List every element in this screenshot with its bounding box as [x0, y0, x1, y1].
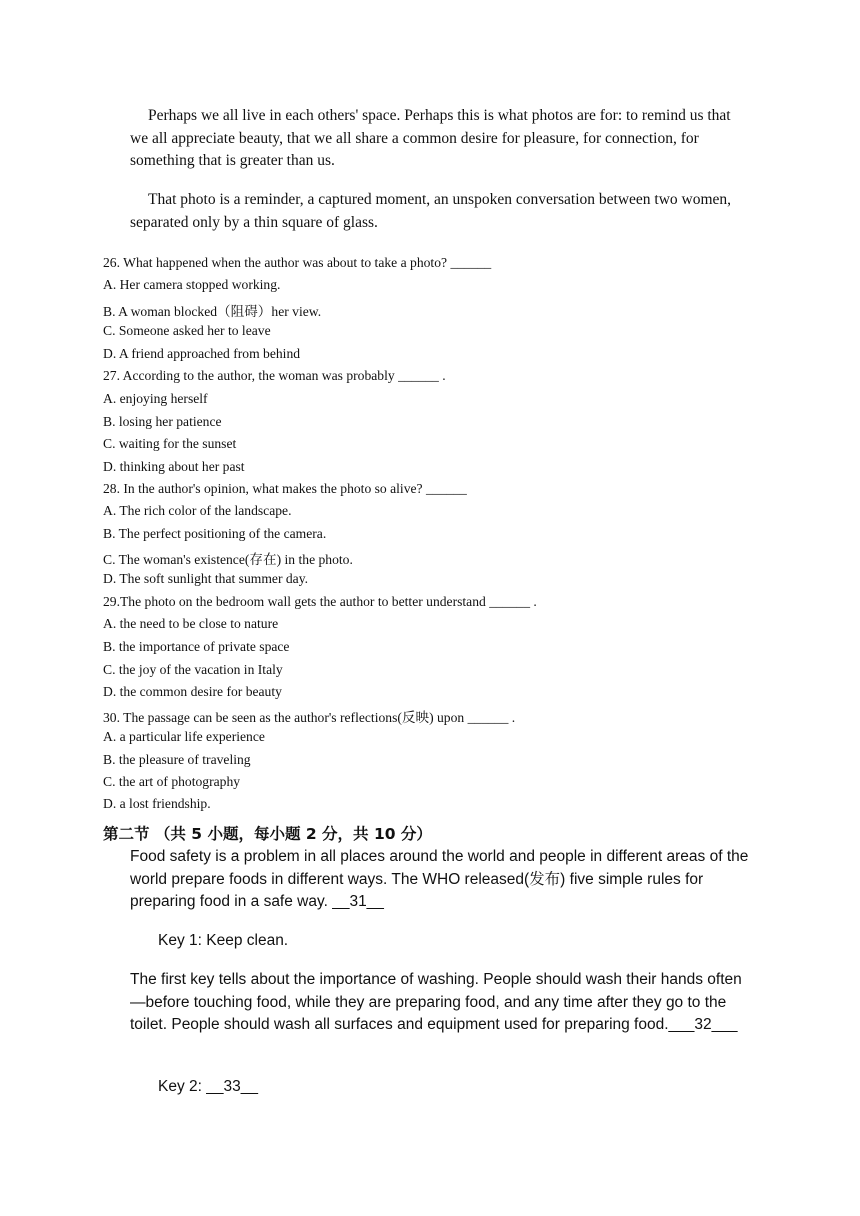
question-30-option-b: B. the pleasure of traveling: [103, 752, 251, 767]
blank-31: __31__: [332, 893, 384, 910]
question-28-option-a: A. The rich color of the landscape.: [103, 503, 292, 518]
question-27-option-d: D. thinking about her past: [103, 459, 245, 474]
question-27-stem: 27. According to the author, the woman was probably ______ .: [103, 368, 446, 383]
question-29-option-c: C. the joy of the vacation in Italy: [103, 662, 283, 677]
question-28-stem: 28. In the author's opinion, what makes the photo so alive? ______: [103, 481, 467, 496]
key-1-paragraph: The first key tells about the importance of washing. People should wash their hands often—before touching food, while they are preparing food, and any time after they go to the toilet. People should wash all surfaces and equipment used for preparing food.___32___: [130, 971, 742, 1033]
question-28-option-b: B. The perfect positioning of the camera.: [103, 526, 327, 541]
question-29-stem: 29.The photo on the bedroom wall gets the author to better understand ______ .: [103, 594, 537, 609]
question-27-option-c: C. waiting for the sunset: [103, 436, 237, 451]
question-28-option-d: D. The soft sunlight that summer day.: [103, 571, 309, 586]
question-30-stem: 30. The passage can be seen as the author's reflections(反映) upon ______ .: [103, 710, 516, 725]
question-27-option-a: A. enjoying herself: [103, 391, 208, 406]
passage-paragraph-2: That photo is a reminder, a captured moment, an unspoken conversation between two women, separated only by a thin square of glass.: [130, 191, 732, 231]
blank-32: ___32___: [668, 1016, 738, 1033]
section-2-intro: Food safety is a problem in all places around the world and people in different areas of the world prepare foods in different ways. The WHO released(发布) five simple rules for preparing food in a safe way. __31__: [130, 848, 749, 910]
key-2-heading: Key 2: __33__: [158, 1078, 258, 1095]
question-30-option-c: C. the art of photography: [103, 774, 241, 789]
section-2-heading: 第二节 （共 5 小题，每小题 2 分，共 10 分）: [103, 825, 432, 843]
question-27-option-b: B. losing her patience: [103, 414, 222, 429]
question-29-option-d: D. the common desire for beauty: [103, 684, 282, 699]
passage-paragraph-1: Perhaps we all live in each others' space. Perhaps this is what photos are for: to remind us that we all appreciate beauty, that we all share a common desire for pleasure, for connection, for something that is greater than us.: [130, 107, 731, 169]
question-26-option-d: D. A friend approached from behind: [103, 346, 301, 361]
question-26-option-a: A. Her camera stopped working.: [103, 277, 281, 292]
question-30-option-d: D. a lost friendship.: [103, 796, 211, 811]
question-26-option-b: B. A woman blocked（阻碍）her view.: [103, 304, 322, 319]
question-29-option-b: B. the importance of private space: [103, 639, 290, 654]
question-26-option-c: C. Someone asked her to leave: [103, 323, 271, 338]
question-28-option-c: C. The woman's existence(存在) in the photo.: [103, 552, 353, 567]
question-29-option-a: A. the need to be close to nature: [103, 616, 279, 631]
blank-33: __33__: [206, 1078, 258, 1095]
question-30-option-a: A. a particular life experience: [103, 729, 265, 744]
key-1-heading: Key 1: Keep clean.: [158, 932, 289, 949]
question-26-stem: 26. What happened when the author was about to take a photo? ______: [103, 255, 492, 270]
